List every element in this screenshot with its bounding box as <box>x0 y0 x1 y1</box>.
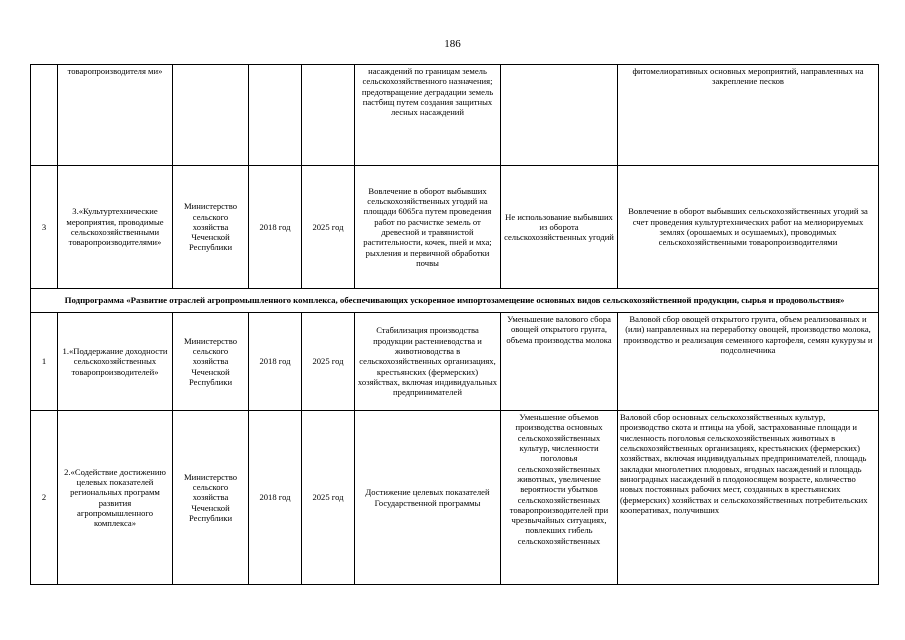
measures-table <box>30 64 879 585</box>
table-row <box>31 65 879 166</box>
result-cell: Достижение целевых показателей Государственной программы <box>355 411 501 585</box>
table-row <box>31 411 879 585</box>
subprogram-title: Подпрограмма «Развитие отраслей агропромышленного комплекса, обеспечивающих ускоренное импортозамещение основных видов сельскохозяйственной продукции, сырья и продовольствия» <box>31 289 879 313</box>
result-cell: Стабилизация производства продукции растениеводства и животноводства в сельскохозяйственных организациях, крестьянских (фермерских) хозяйствах, включая индивидуальных предпринимателей <box>355 313 501 411</box>
measure-name-cell: 3.«Культуртехнические мероприятия, проводимые сельскохозяйственными товаропроизводителями» <box>58 166 173 289</box>
start-cell: 2018 год <box>249 313 302 411</box>
risk-cell: Уменьшение валового сбора овощей открытого грунта, объема производства молока <box>501 313 618 411</box>
executor-cell: Министерство сельского хозяйства Чеченской Республики <box>173 166 249 289</box>
end-cell: 2025 год <box>302 166 355 289</box>
risk-cell: Не использование выбывших из оборота сельскохозяйственных угодий <box>501 166 618 289</box>
executor-cell: Министерство сельского хозяйства Чеченской Республики <box>173 313 249 411</box>
table-row <box>31 166 879 289</box>
row-number-cell: 1 <box>31 313 58 411</box>
indicator-cell: Валовой сбор основных сельскохозяйственных культур, производство скота и птицы на убой, застрахованные площади и численность поголовья сельскохозяйственных животных в сельскохозяйственных организациях, крестьянских (фермерских) хозяйствах, включая индивидуальных предпринимателей, площадь закладки многолетних плодовых, ягодных насаждений и площадь виноградных насаждений в плодоносящем возрасте, количество новых постоянных рабочих мест, созданных в крестьянских (фермерских) хозяйствах и сельскохозяйственных потребительских кооперативах, получивших <box>618 411 879 585</box>
indicator-cell: фитомелиоративных основных мероприятий, направленных на закрепление песков <box>618 65 879 166</box>
measure-name-cell: 2.«Содействие достижению целевых показателей региональных программ развития агропромышленного комплекса» <box>58 411 173 585</box>
row-number-cell: 3 <box>31 166 58 289</box>
start-cell <box>249 65 302 166</box>
end-cell <box>302 65 355 166</box>
table-row <box>31 313 879 411</box>
end-cell: 2025 год <box>302 411 355 585</box>
indicator-cell: Валовой сбор овощей открытого грунта, объем реализованных и (или) направленных на переработку овощей, производство молока, производство и реализация семенного картофеля, семян кукурузы и подсолнечника <box>618 313 879 411</box>
row-number-cell: 2 <box>31 411 58 585</box>
measure-name-cell: 1.«Поддержание доходности сельскохозяйственных товаропроизводителей» <box>58 313 173 411</box>
subprogram-row <box>31 289 879 313</box>
result-cell: Вовлечение в оборот выбывших сельскохозяйственных угодий на площади 6065га путем проведения работ по расчистке земель от древесной и травянистой растительности, кочек, пней и мха; рыхления и первичной обработки почвы <box>355 166 501 289</box>
result-cell: насаждений по границам земель сельскохозяйственного назначения; предотвращение деградации земель пастбищ путем создания защитных лесных насаждений <box>355 65 501 166</box>
indicator-cell: Вовлечение в оборот выбывших сельскохозяйственных угодий за счет проведения культуртехнических работ на мелиорируемых землях (орошаемых и осушаемых), проводимых сельскохозяйственными товаропроизводителями <box>618 166 879 289</box>
row-number-cell <box>31 65 58 166</box>
end-cell: 2025 год <box>302 313 355 411</box>
page-number: 186 <box>444 38 461 50</box>
measure-name-cell: товаропроизводителя ми» <box>58 65 173 166</box>
start-cell: 2018 год <box>249 166 302 289</box>
risk-cell <box>501 65 618 166</box>
start-cell: 2018 год <box>249 411 302 585</box>
risk-cell: Уменьшение объемов производства основных сельскохозяйственных культур, численности поголовья сельскохозяйственных животных, увеличение вероятности убытков сельскохозяйственных товаропроизводителей при чрезвычайных ситуациях, повлекших гибель сельскохозяйственных <box>501 411 618 585</box>
executor-cell <box>173 65 249 166</box>
executor-cell: Министерство сельского хозяйства Чеченской Республики <box>173 411 249 585</box>
